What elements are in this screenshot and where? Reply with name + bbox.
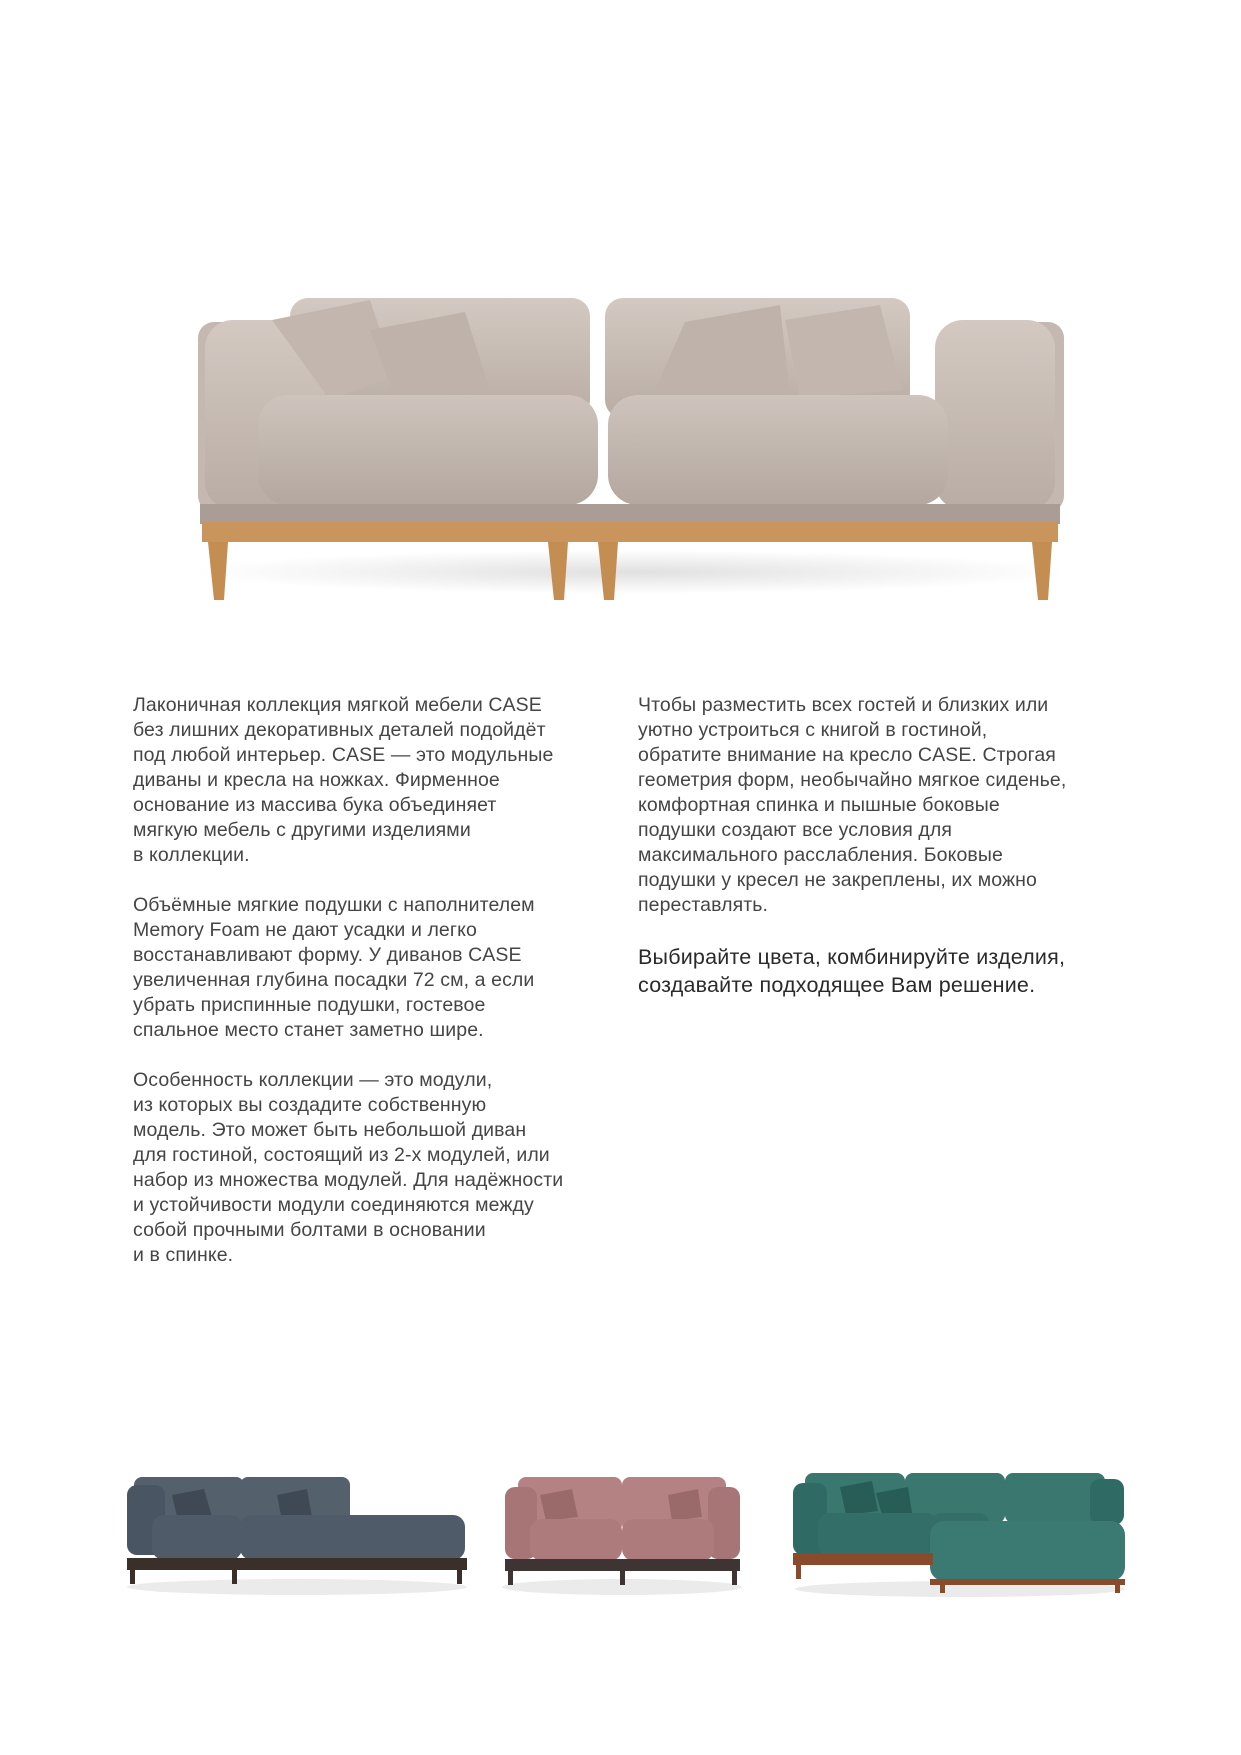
call-to-action: Выбирайте цвета, комбинируйте изделия, создавайте подходящее Вам решение. (638, 945, 1066, 997)
paragraph-armchair: Чтобы разместить всех гостей и близких или уютно устроиться с книгой в гостиной, обратите внимание на кресло CASE. Строгая геометрия форм, необычайно мягкое сиденье, комфортная спинка и пышные боковые подушки создают все условия для максимального расслабления. Боковые подушки у кресел не закреплены, их можно переставлять. (638, 694, 1067, 916)
leg (208, 542, 228, 600)
sofa-illustration (180, 260, 1080, 640)
text-column-right (638, 693, 1118, 1024)
thumbnail-teal-corner-sofa (790, 1465, 1130, 1600)
thumbnail-dark-blue-sofa (122, 1465, 472, 1600)
seat-cushion-right (608, 395, 948, 505)
sofa-thumbnail-3 (790, 1465, 1130, 1600)
hero-sofa-image (180, 260, 1080, 640)
leg (1032, 542, 1052, 600)
seat-cushion-left (258, 395, 598, 505)
sofa-thumbnail-1 (122, 1465, 472, 1600)
wood-frame (202, 522, 1058, 542)
paragraph-intro: Лаконичная коллекция мягкой мебели CASE без лишних декоративных деталей подойдёт под любой интерьер. CASE — это модульные диваны и кресла на ножках. Фирменное основание из массива бука объединяет мягкую мебель с другими изделиями в коллекции. (133, 694, 554, 866)
paragraph-memory-foam: Объёмные мягкие подушки с наполнителем Memory Foam не дают усадки и легко восстанавливают форму. У диванов CASE увеличенная глубина посадки 72 см, а если убрать приспинные подушки, гостевое спальное место станет заметно шире. (133, 894, 535, 1041)
sofa-thumbnail-2 (500, 1465, 745, 1600)
paragraph-modules: Особенность коллекции — это модули, из которых вы создадите собственную модель. Это может быть небольшой диван для гостиной, состоящий из 2-х модулей, или набор из множества модулей. Для надёжности и устойчивости модули соединяются между собой прочными болтами в основании и в спинке. (133, 1069, 564, 1266)
thumbnail-rose-sofa (500, 1465, 745, 1600)
text-column-left (133, 693, 633, 1293)
